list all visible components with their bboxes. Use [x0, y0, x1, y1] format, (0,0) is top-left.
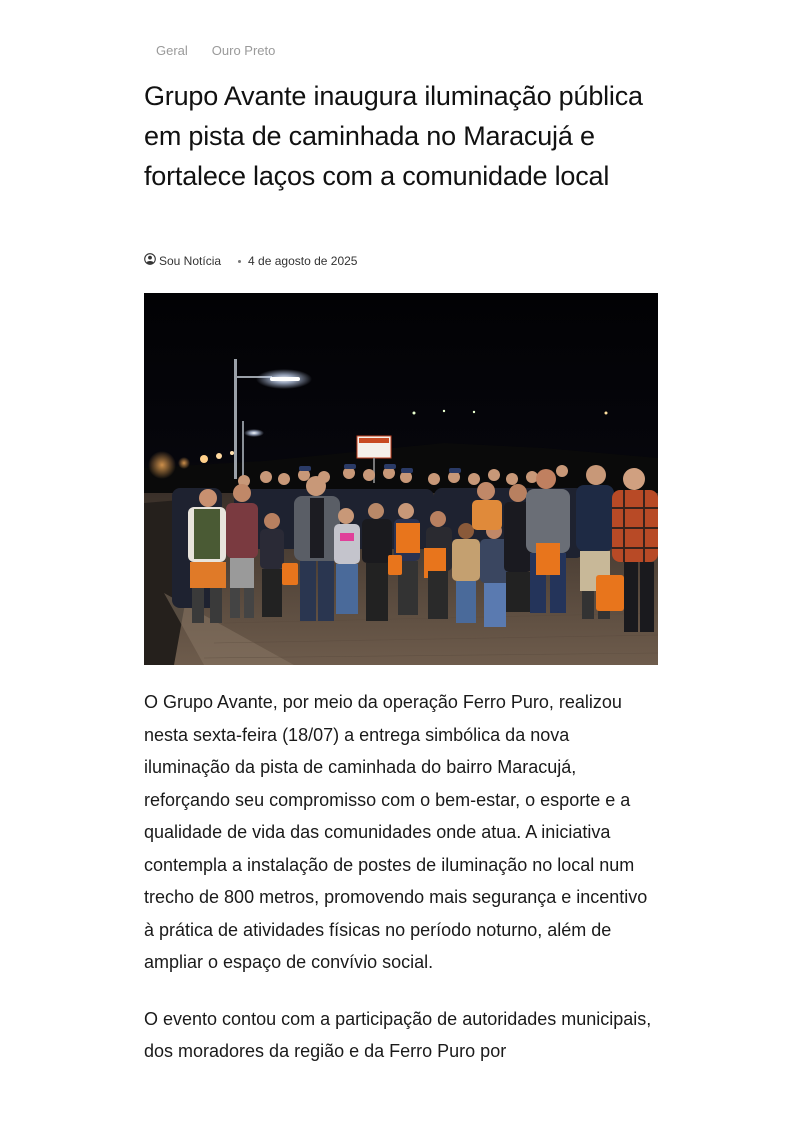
article-paragraph: O evento contou com a participação de autoridades municipais, dos moradores da região e da Ferro Puro por: [144, 1008, 652, 1061]
article-paragraph: O Grupo Avante, por meio da operação Ferro Puro, realizou nesta sexta-feira (18/07) a entrega simbólica da nova iluminação da pista de caminhada do bairro Maracujá, reforçando seu compromisso com o bem-estar, o esporte e a qualidade de vida das comunidades onde atua. A iniciativa contempla a instalação de postes de iluminação no local num trecho de 800 metros, promovendo mais segurança e incentivo à prática de atividades físicas no período noturno, além de ampliar o espaço de convívio social.: [144, 692, 648, 972]
article-body: [144, 686, 658, 1092]
article-photo: [144, 293, 658, 665]
article-meta: [144, 252, 357, 270]
publish-date: 4 de agosto de 2025: [248, 254, 358, 268]
author-name: Sou Notícia: [159, 254, 222, 268]
category-link-geral[interactable]: Geral: [156, 43, 188, 58]
article-title: Grupo Avante inaugura iluminação pública em pista de caminhada no Maracujá e fortalece laços com a comunidade local: [144, 81, 643, 191]
category-link-ouro-preto[interactable]: Ouro Preto: [211, 43, 276, 58]
category-links: [144, 42, 287, 60]
user-circle-icon: [144, 252, 159, 270]
author-link[interactable]: [144, 252, 221, 270]
meta-separator: [238, 260, 241, 263]
